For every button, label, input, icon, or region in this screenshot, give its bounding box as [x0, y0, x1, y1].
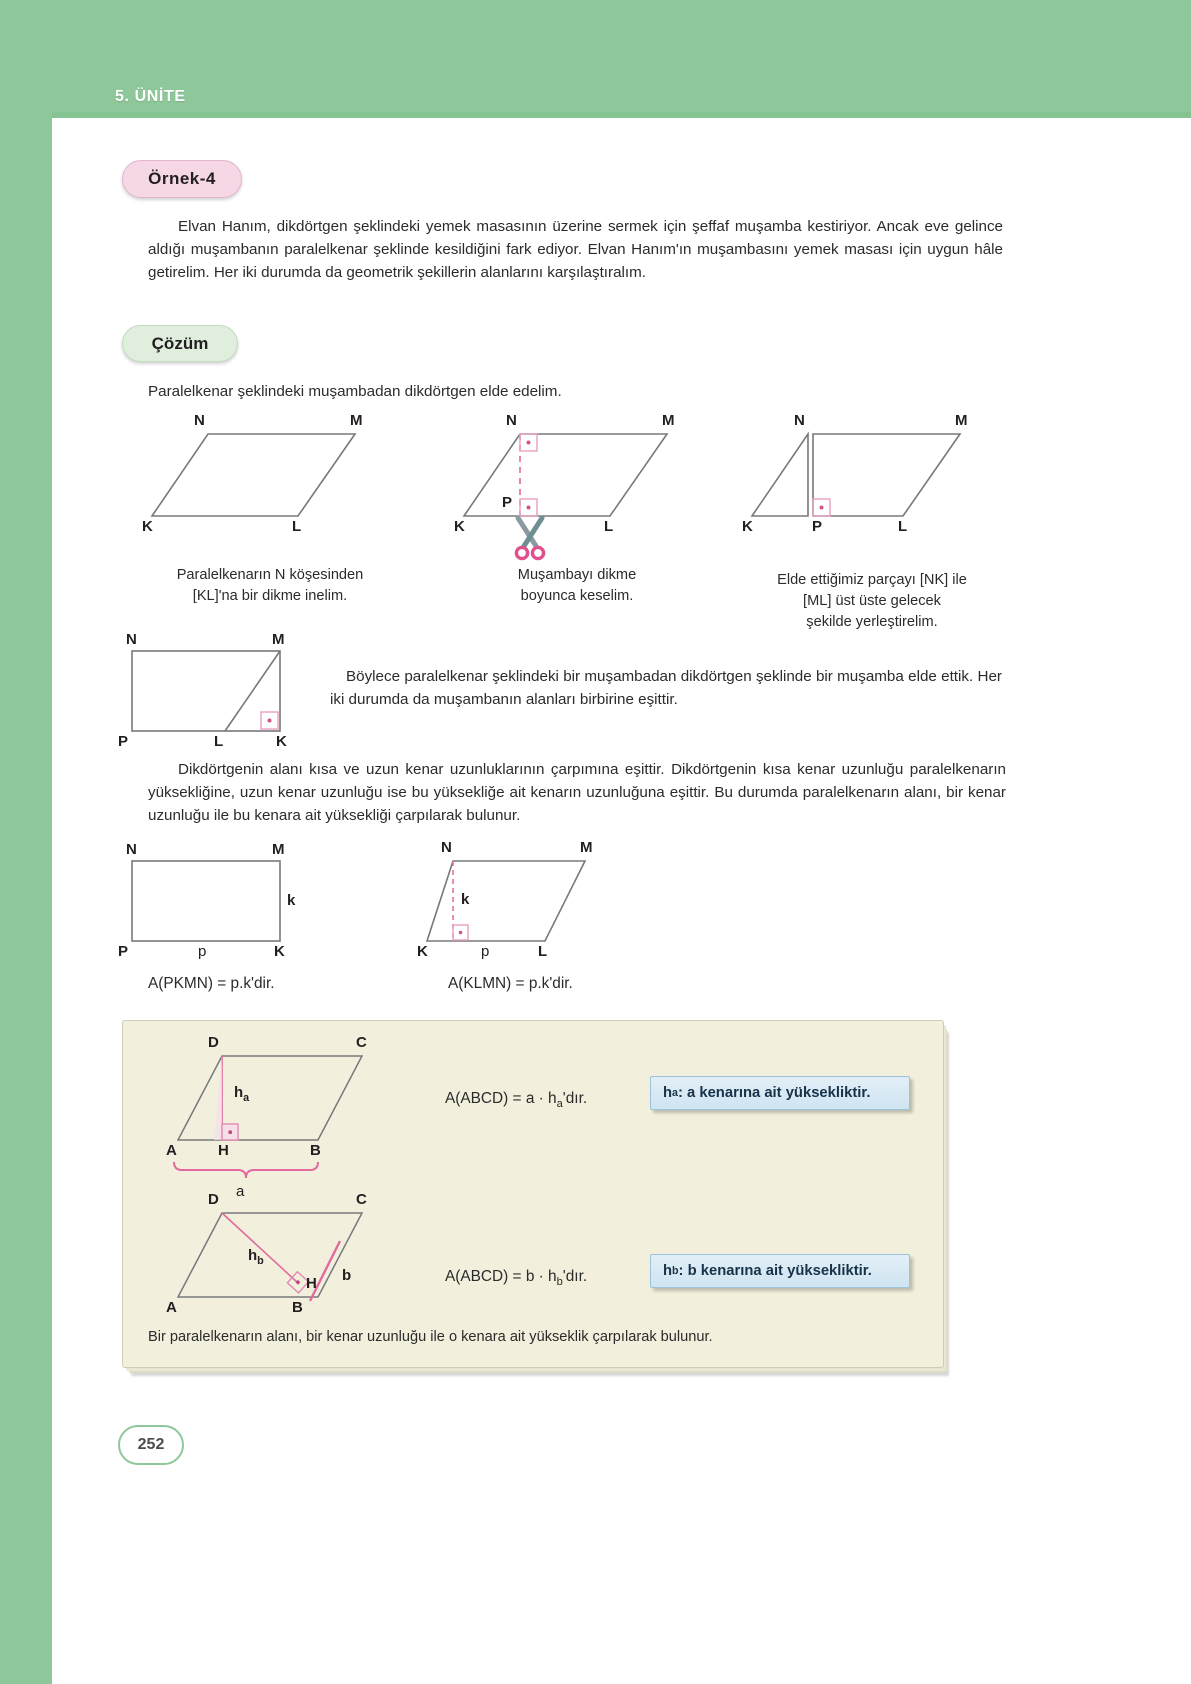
figure-4-vertex-l: L [214, 733, 224, 750]
figure-3-vertex-l: L [898, 518, 908, 535]
info-figure-a-height-label: $h_a$ [234, 1084, 250, 1104]
figure-4-rectangle [118, 631, 290, 750]
figure-5-formula: A(PKMN) = p.k'dir. [148, 975, 275, 992]
figure-1-parallelogram [142, 412, 380, 535]
figure-5-vertex-p: P [118, 943, 129, 960]
info-figure-b-vertex-a: A [166, 1299, 177, 1316]
figure-6-base-label: p [481, 943, 490, 960]
intro-paragraph: Elvan Hanım, dikdörtgen şeklindeki yemek masasının üzerine sermek için şeffaf muşamba kestiriyor. Ancak eve gelince aldığı muşambanın paralelkenar şeklinde kesildiğini fark ediyor. Elvan Hanım'ın muşambasını yemek masası için uygun hâle getirelim. Her iki durumda da geometrik şekillerin alanlarını karşılaştıralım. [148, 218, 1003, 282]
figure-3-caption-line3: şekilde yerleştirelim. [806, 614, 938, 631]
unit-label: 5. ÜNİTE [115, 88, 186, 105]
figure-2-vertex-p: P [502, 494, 513, 511]
figure-6-parallelogram-pk [417, 839, 625, 960]
info-figure-b-vertex-b: B [292, 1299, 303, 1316]
figure-1-vertex-n: N [194, 412, 205, 429]
figure-6-formula: A(KLMN) = p.k'dir. [448, 975, 573, 992]
figure-3-caption [722, 570, 1022, 633]
info-figure-a-vertex-c: C [356, 1034, 367, 1051]
figure-3-vertex-n: N [794, 412, 805, 429]
info-figure-b [166, 1191, 400, 1316]
solution-badge: Çözüm [122, 325, 238, 362]
page-number: 252 [118, 1425, 184, 1465]
figure-3-vertex-k: K [742, 518, 753, 535]
figure-1-caption-line1: Paralelkenarın N köşesinden [176, 567, 364, 583]
figure-2-vertex-n: N [506, 412, 517, 429]
callout-hb: h b : b kenarına ait yüksekliktir. [650, 1254, 910, 1288]
info-formula-b: A(ABCD) = $b \cdot h_b'dır$. [445, 1268, 588, 1289]
figure-6-vertex-n: N [441, 839, 452, 856]
figure-3-cut-pieces [742, 412, 990, 535]
dikdortgen-paragraph: Dikdörtgenin alanı kısa ve uzun kenar uzunluklarının çarpımına eşittir. Dikdörtgenin kısa kenar uzunluğu paralelkenarın yüksekliğine, uzun kenar uzunluğu ise bu yüksekliğe ait kenarın uzunluğuna eşittir. Bu durumda paralelkenarın alanı, bir kenar uzunluğu ile bu kenara ait yüksekliği çarpılarak bulunur. [148, 761, 1006, 825]
figure-5-label-p: p [198, 943, 207, 960]
example-badge: Örnek-4 [122, 160, 242, 198]
figure-3-caption-line2: [ML] üst üste gelecek [803, 593, 941, 610]
figure-1-vertex-k: K [142, 518, 153, 535]
figure-5-vertex-k: K [274, 943, 285, 960]
info-figure-a-base-label: a [236, 1183, 245, 1200]
figure-2-parallelogram-with-height [454, 412, 692, 535]
scissors-icon [506, 514, 554, 562]
lead-paragraph: Paralelkenar şeklindeki muşambadan dikdörtgen elde edelim. [148, 383, 562, 400]
figure-1-caption [120, 565, 420, 607]
info-figure-a-vertex-a: A [166, 1142, 177, 1159]
info-figure-a-vertex-d: D [208, 1034, 219, 1051]
figure-5-vertex-m: M [272, 841, 285, 858]
info-figure-b-height-label: $h_b$ [248, 1247, 264, 1267]
figure-5-rectangle-pk [118, 841, 300, 960]
figure-6-vertex-k: K [417, 943, 428, 960]
info-figure-b-vertex-d: D [208, 1191, 219, 1208]
figure-4-vertex-m: M [272, 631, 285, 648]
figure-4-vertex-k: K [276, 733, 287, 750]
figure-5-vertex-n: N [126, 841, 137, 858]
figure-2-vertex-m: M [662, 412, 675, 429]
info-figure-a-vertex-b: B [310, 1142, 321, 1159]
figure-2-caption [452, 565, 702, 607]
info-formula-a: A(ABCD) = $a \cdot h_a'dır$. [445, 1090, 588, 1111]
info-figure-b-vertex-h: H [306, 1275, 317, 1292]
figure-4-vertex-n: N [126, 631, 137, 648]
info-box-footer-text: Bir paralelkenarın alanı, bir kenar uzunluğu ile o kenara ait yükseklik çarpılarak bulunur. [148, 1329, 713, 1345]
info-figure-a-vertex-h: H [218, 1142, 229, 1159]
info-figure-b-side-label: b [342, 1267, 352, 1284]
figure-3-vertex-p: P [812, 518, 823, 535]
figure-1-vertex-m: M [350, 412, 363, 429]
figure-4-vertex-p: P [118, 733, 129, 750]
figure-5-label-k: k [287, 892, 296, 909]
figure-1-vertex-l: L [292, 518, 302, 535]
figure-6-vertex-m: M [580, 839, 593, 856]
figure-2-vertex-l: L [604, 518, 614, 535]
left-rail [0, 0, 52, 1684]
figure-3-vertex-m: M [955, 412, 968, 429]
figure-2-caption-line2: boyunca keselim. [520, 588, 634, 605]
info-figure-b-vertex-c: C [356, 1191, 367, 1208]
info-figure-a [166, 1034, 390, 1200]
figure-6-height-label: k [461, 891, 470, 908]
figure-2-caption-line1: Muşambayı dikme [517, 567, 637, 583]
figure-3-caption-line1: Elde ettiğimiz parçayı [NK] ile [777, 572, 967, 588]
boylece-paragraph: Böylece paralelkenar şeklindeki bir muşambadan dikdörtgen şeklinde bir muşamba elde ettik. Her iki durumda da muşambanın alanları birbirine eşittir. [330, 668, 1002, 709]
figure-1-caption-line2: [KL]'na bir dikme inelim. [192, 588, 348, 605]
figure-2-vertex-k: K [454, 518, 465, 535]
callout-ha: h a : a kenarına ait yüksekliktir. [650, 1076, 910, 1110]
figure-6-vertex-l: L [538, 943, 548, 960]
